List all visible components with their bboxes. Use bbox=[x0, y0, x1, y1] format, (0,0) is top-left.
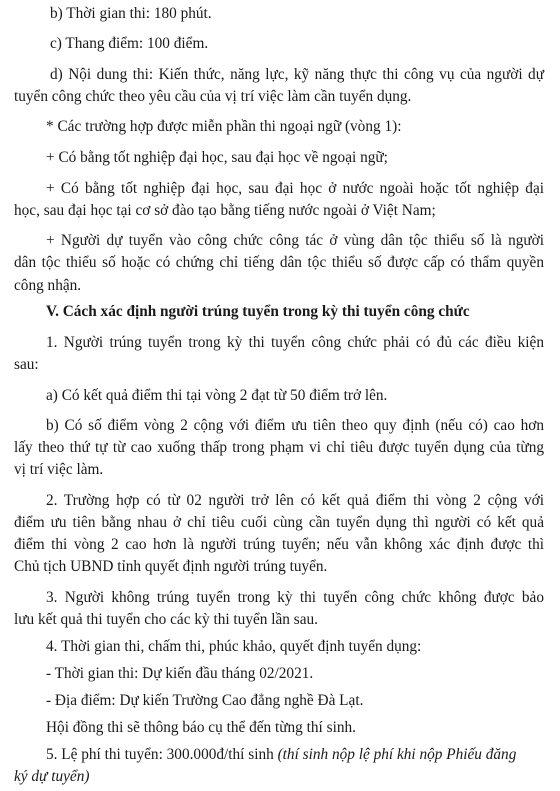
fee-note: (thí sinh nộp lệ phí khi nộp Phiếu đăng bbox=[277, 746, 517, 763]
condition-b-line1: b) Có số điểm vòng 2 cộng với điểm ưu tiên theo quy định (nếu có) cao hơn bbox=[46, 417, 544, 434]
tie-rule-line2: điểm ưu tiên bằng nhau ở chỉ tiêu cuối cùng cần tuyển dụng thì người có kết quả bbox=[14, 514, 544, 531]
exemption-item-3-line2: dân tộc thiểu số hoặc có chứng chỉ tiếng dân tộc thiểu số được cấp có thẩm quyền bbox=[14, 254, 544, 271]
tie-rule-line1: 2. Trường hợp có từ 02 người trở lên có kết quả điểm thi vòng 2 cộng với bbox=[46, 492, 544, 509]
no-reserve-line1: 3. Người không trúng tuyển trong kỳ thi tuyển công chức không được bảo bbox=[46, 589, 544, 606]
no-reserve-line2: lưu kết quả thi tuyển cho các kỳ thi tuyển lần sau. bbox=[14, 611, 318, 628]
score-scale: c) Thang điểm: 100 điểm. bbox=[50, 35, 209, 52]
exemption-item-2-line1: + Có bằng tốt nghiệp đại học, sau đại học ở nước ngoài hoặc tốt nghiệp đại bbox=[46, 180, 544, 197]
exam-content-line1: d) Nội dung thi: Kiến thức, năng lực, kỹ năng thực thi công vụ của người dự bbox=[50, 66, 544, 83]
exemption-item-2-line2: học, sau đại học tại cơ sở đào tạo bằng tiếng nước ngoài ở Việt Nam; bbox=[14, 202, 436, 219]
tie-rule-line4: Chủ tịch UBND tỉnh quyết định người trúng tuyển. bbox=[14, 558, 328, 575]
condition-a: a) Có kết quả điểm thi tại vòng 2 đạt từ 50 điểm trở lên. bbox=[46, 387, 388, 404]
condition-b-line3: vị trí việc làm. bbox=[14, 461, 104, 478]
tie-rule-line3: điểm thi vòng 2 cao hơn là người trúng tuyển; nếu vẫn không xác định được thì bbox=[14, 536, 544, 553]
notify-candidates: Hội đồng thi sẽ thông báo cụ thể đến từng thí sinh. bbox=[46, 719, 356, 736]
winner-condition-line1: 1. Người trúng tuyển trong kỳ thi tuyển công chức phải có đủ các điều kiện bbox=[46, 334, 544, 351]
section-v-heading: V. Cách xác định người trúng tuyển trong kỳ thi tuyển công chức bbox=[46, 303, 470, 320]
exemption-item-3-line3: công nhận. bbox=[14, 277, 82, 294]
fee-line1 bbox=[46, 745, 516, 765]
schedule-heading: 4. Thời gian thi, chấm thi, phúc khảo, quyết định tuyển dụng: bbox=[46, 638, 422, 655]
fee-amount: 5. Lệ phí thi tuyển: 300.000đ/thí sinh bbox=[46, 746, 278, 763]
condition-b-line2: lấy theo thứ tự từ cao xuống thấp trong phạm vi chỉ tiêu được tuyển dụng của từng bbox=[14, 439, 544, 456]
exemption-heading: * Các trường hợp được miễn phần thi ngoại ngữ (vòng 1): bbox=[46, 118, 402, 135]
exam-content-line2: tuyển công chức theo yêu cầu của vị trí việc làm cần tuyển dụng. bbox=[14, 88, 412, 105]
exemption-item-3-line1: + Người dự tuyển vào công chức công tác ở vùng dân tộc thiểu số là người bbox=[46, 232, 544, 249]
fee-line2: ký dự tuyển) bbox=[14, 768, 90, 785]
exam-time: - Thời gian thi: Dự kiến đầu tháng 02/2021. bbox=[46, 665, 314, 682]
exam-duration: b) Thời gian thi: 180 phút. bbox=[50, 5, 212, 22]
exemption-item-1: + Có bằng tốt nghiệp đại học, sau đại học về ngoại ngữ; bbox=[46, 149, 388, 166]
exam-location: - Địa điểm: Dự kiến Trường Cao đẳng nghề Đà Lạt. bbox=[46, 692, 364, 709]
winner-condition-line2: sau: bbox=[14, 356, 39, 373]
